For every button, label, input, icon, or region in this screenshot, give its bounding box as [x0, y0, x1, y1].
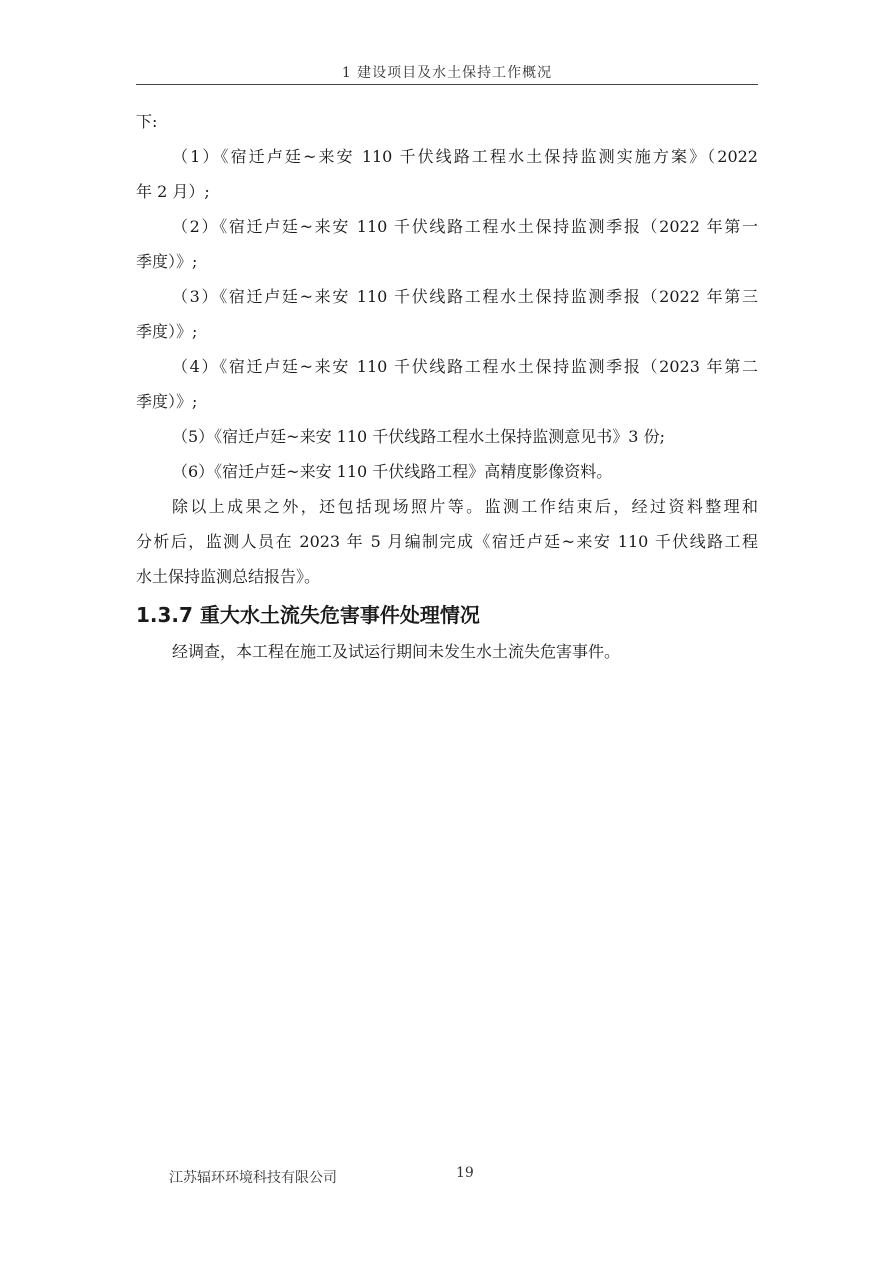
running-header: 1 建设项目及水土保持工作概况 — [341, 65, 553, 81]
page-number: 19 — [456, 1165, 474, 1181]
list-item-5: （5）《宿迁卢廷~来安 110 千伏线路工程水土保持监测意见书》3 份; — [172, 427, 665, 446]
section-paragraph: 经调查，本工程在施工及试运行期间未发生水土流失危害事件。 — [172, 642, 621, 661]
list-item-1-line-1: （1）《宿迁卢廷~来安 110 千伏线路工程水土保持监测实施方案》（2022 — [172, 147, 758, 166]
list-item-2-line-2: 季度）》; — [136, 252, 198, 271]
section-heading: 1.3.7 重大水土流失危害事件处理情况 — [136, 603, 480, 627]
body-text — [136, 104, 758, 669]
footer-company-name: 江苏辐环环境科技有限公司 — [169, 1170, 337, 1186]
header-divider — [136, 84, 758, 85]
list-item-6: （6）《宿迁卢廷~来安 110 千伏线路工程》高精度影像资料。 — [172, 462, 613, 481]
list-item-4-line-1: （4）《宿迁卢廷~来安 110 千伏线路工程水土保持监测季报（2023 年第二 — [172, 357, 758, 376]
list-item-3-line-1: （3）《宿迁卢廷~来安 110 千伏线路工程水土保持监测季报（2022 年第三 — [172, 287, 758, 306]
lead-text: 下: — [136, 112, 158, 131]
summary-line-2: 分析后，监测人员在 2023 年 5 月编制完成《宿迁卢廷~来安 110 千伏线路工程 — [136, 532, 758, 551]
list-item-4-line-2: 季度）》; — [136, 392, 198, 411]
summary-line-1: 除以上成果之外，还包括现场照片等。监测工作结束后，经过资料整理和 — [172, 497, 758, 516]
summary-line-3: 水土保持监测总结报告》。 — [136, 567, 321, 586]
list-item-3-line-2: 季度）》; — [136, 322, 198, 341]
list-item-1-line-2: 年 2 月）; — [136, 182, 210, 201]
list-item-2-line-1: （2）《宿迁卢廷~来安 110 千伏线路工程水土保持监测季报（2022 年第一 — [172, 217, 758, 236]
